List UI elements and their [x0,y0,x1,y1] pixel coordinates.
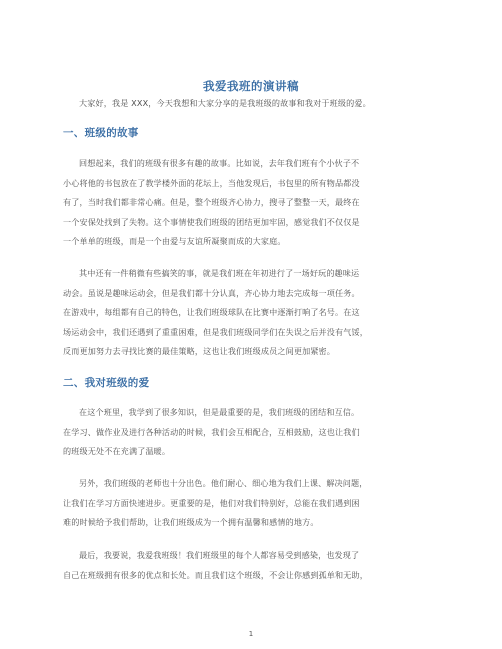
section-heading-2: 二、我对班级的爱 [63,377,150,389]
section-1-paragraph-2 [63,264,443,362]
document-title: 我爱我班的演讲稿 [203,79,299,93]
text-line: 一个单单的班级，而是一个由爱与友谊所凝聚而成的大家庭。 [63,236,286,247]
text-line: 在学习、做作业及进行各种活动的时候，我们会互相配合，互相鼓励，这也让我们 [63,426,360,437]
section-2-paragraph-2 [63,474,443,533]
text-line: 最后，我要说，我爱我班级！我们班级里的每个人都容易受到感染，也发现了 [79,550,360,560]
text-line: 反而更加努力去寻找比赛的最佳策略，这也让我们班级成员之间更加紧密。 [63,346,336,357]
text-line: 在这个班里，我学到了很多知识，但是最重要的是，我们班级的团结和互信。 [79,407,360,417]
text-line: 其中还有一件稍微有些搞笑的事，就是我们班在年初进行了一场好玩的趣味运 [79,268,360,278]
text-line: 场运动会中，我们还遇到了重重困难，但是我们班级同学们在失误之后并没有气馁， [63,326,369,337]
text-line: 让我们在学习方面快速进步。更重要的是，他们对我们特别好，总能在我们遇到困 [63,497,360,508]
text-line: 动会。虽说是趣味运动会，但是我们都十分认真，齐心协力地去完成每一项任务。 [63,287,360,298]
section-2-paragraph-3 [63,546,443,585]
page-number: 1 [248,630,254,638]
text-line: 一个安保处找到了失物。这个事情使我们班级的团结更加牢固，感觉我们不仅仅是 [63,216,360,227]
section-1-paragraph-1 [63,154,443,252]
text-line: 在游戏中，每组都有自己的特色，让我们班级球队在比赛中逐渐打响了名号。在这 [63,307,360,318]
text-line: 回想起来，我们的班级有很多有趣的故事。比如说，去年我们班有个小伙子不 [79,158,360,168]
section-2-paragraph-1 [63,403,443,462]
text-line: 难的时候给予我们帮助，让我们班级成为一个拥有温馨和感情的地方。 [63,517,319,528]
text-line: 大家好，我是 XXX，今天我想和大家分享的是我班级的故事和我对于班级的爱。 [79,98,371,108]
text-line: 小心将他的书包放在了教学楼外面的花坛上，当他发现后，书包里的所有物品都没 [63,177,360,188]
text-line: 自己在班级拥有很多的优点和长处。而且我们这个班级，不会让你感到孤单和无助， [63,569,369,580]
text-line: 的班级无处不在充满了温暖。 [63,446,171,457]
text-line: 另外，我们班级的老师也十分出色。他们耐心、细心地为我们上课、解决问题， [79,478,368,488]
section-heading-1: 一、班级的故事 [63,127,139,139]
text-line: 有了，当时我们都非常心痛。但是，整个班级齐心协力，搜寻了整整一天，最终在 [63,197,360,208]
intro-paragraph [63,94,443,114]
